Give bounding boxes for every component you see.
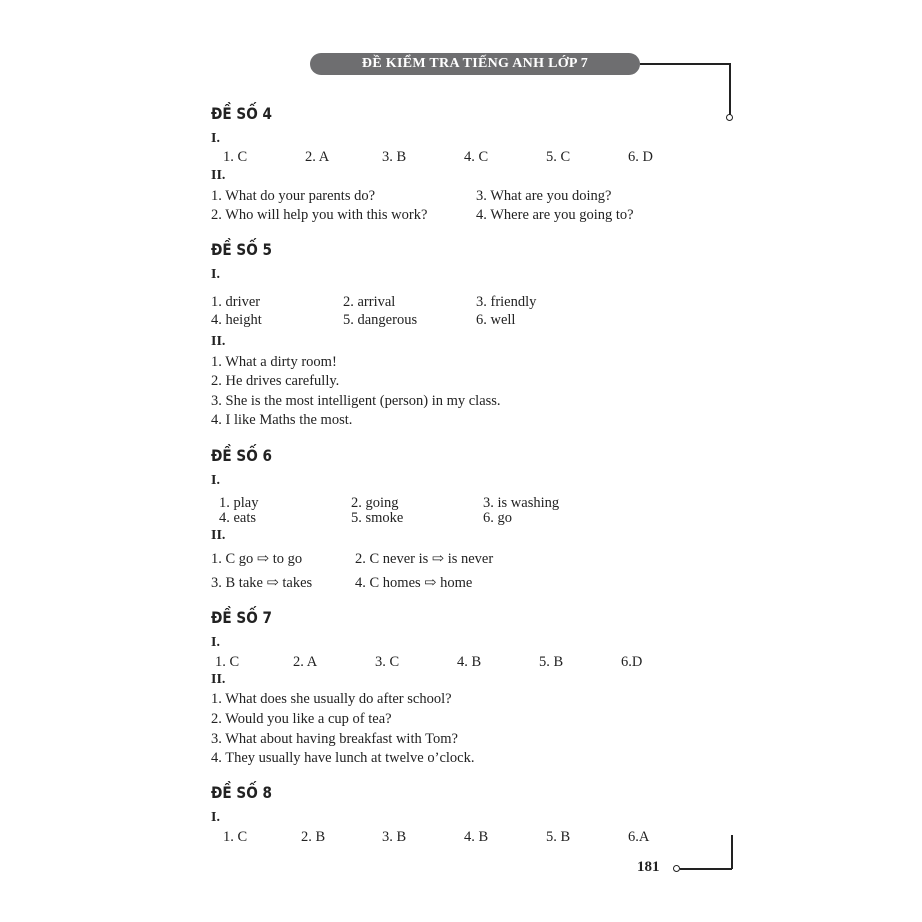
arrow-icon: ⇨ [431,551,445,567]
answer-item: 4. B [464,829,489,845]
answer-item: 4. eats [219,510,257,526]
answer-line: 3. What about having breakfast with Tom? [211,731,458,747]
answer-line: 4. They usually have lunch at twelve o’clock. [211,750,475,766]
answer-item: 4. height [211,312,262,328]
answer-item: 3. C [375,654,400,670]
answer-item: 5. C [546,149,571,165]
answer-item: 3. B [382,829,407,845]
correction-item: 4. C homes ⇨ home [355,575,473,591]
answer-item: 6. D [628,149,653,165]
answer-item: 4. C [464,149,489,165]
section-title-de5: ĐỀ SỐ 5 [211,240,272,259]
answer-item: 3. is washing [483,495,560,511]
answer-item: 5. dangerous [343,312,418,328]
answer-item: 3. friendly [476,294,537,310]
section-title-de8: ĐỀ SỐ 8 [211,783,272,802]
answer-line: 1. What do your parents do? [211,188,376,204]
part-label: I. [211,131,220,146]
answer-item: 6. go [483,510,512,526]
part-label: I. [211,810,220,825]
header-connector-vertical [729,63,731,115]
correction-item: 3. B take ⇨ takes [211,575,313,591]
part-label: II. [211,168,226,183]
footer-connector-line [680,868,732,870]
answer-item: 6. well [476,312,516,328]
answer-item: 2. arrival [343,294,396,310]
arrow-icon: ⇨ [266,575,279,591]
header-banner: ĐỀ KIỂM TRA TIẾNG ANH LỚP 7 [310,53,640,75]
answer-item: 6.D [621,654,643,670]
answer-line: 2. Would you like a cup of tea? [211,711,392,727]
answer-line: 4. Where are you going to? [476,207,634,223]
answer-item: 2. A [305,149,330,165]
answer-line: 2. Who will help you with this work? [211,207,428,223]
answer-line: 3. She is the most intelligent (person) in my class. [211,393,501,409]
answer-item: 2. going [351,495,399,511]
answer-line: 1. What a dirty room! [211,354,337,370]
section-title-de4: ĐỀ SỐ 4 [211,104,272,123]
answer-item: 4. B [457,654,482,670]
part-label: I. [211,267,220,282]
answer-item: 6.A [628,829,650,845]
part-label: II. [211,672,226,687]
header-connector-line [640,63,730,65]
part-label: II. [211,334,226,349]
answer-item: 3. B [382,149,407,165]
header-connector-dot-icon [726,114,733,121]
footer-connector-vertical [731,835,733,869]
part-label: I. [211,473,220,488]
answer-item: 2. B [301,829,326,845]
answer-item: 1. C [215,654,240,670]
page-number: 181 [637,859,660,875]
answer-line: 2. He drives carefully. [211,373,340,389]
correction-item: 2. C never is ⇨ is never [355,551,494,567]
answer-item: 5. smoke [351,510,404,526]
answer-item: 5. B [546,829,571,845]
answer-item: 1. play [219,495,259,511]
answer-item: 5. B [539,654,564,670]
answer-line: 1. What does she usually do after school? [211,691,452,707]
correction-item: 1. C go ⇨ to go [211,551,303,567]
part-label: II. [211,528,226,543]
answer-item: 1. C [223,829,248,845]
footer-connector-dot-icon [673,865,680,872]
answer-item: 2. A [293,654,318,670]
section-title-de7: ĐỀ SỐ 7 [211,608,272,627]
answer-item: 1. C [223,149,248,165]
answer-line: 3. What are you doing? [476,188,612,204]
section-title-de6: ĐỀ SỐ 6 [211,446,272,465]
answer-line: 4. I like Maths the most. [211,412,353,428]
arrow-icon: ⇨ [424,575,437,591]
part-label: I. [211,635,220,650]
arrow-icon: ⇨ [256,551,270,567]
answer-item: 1. driver [211,294,261,310]
